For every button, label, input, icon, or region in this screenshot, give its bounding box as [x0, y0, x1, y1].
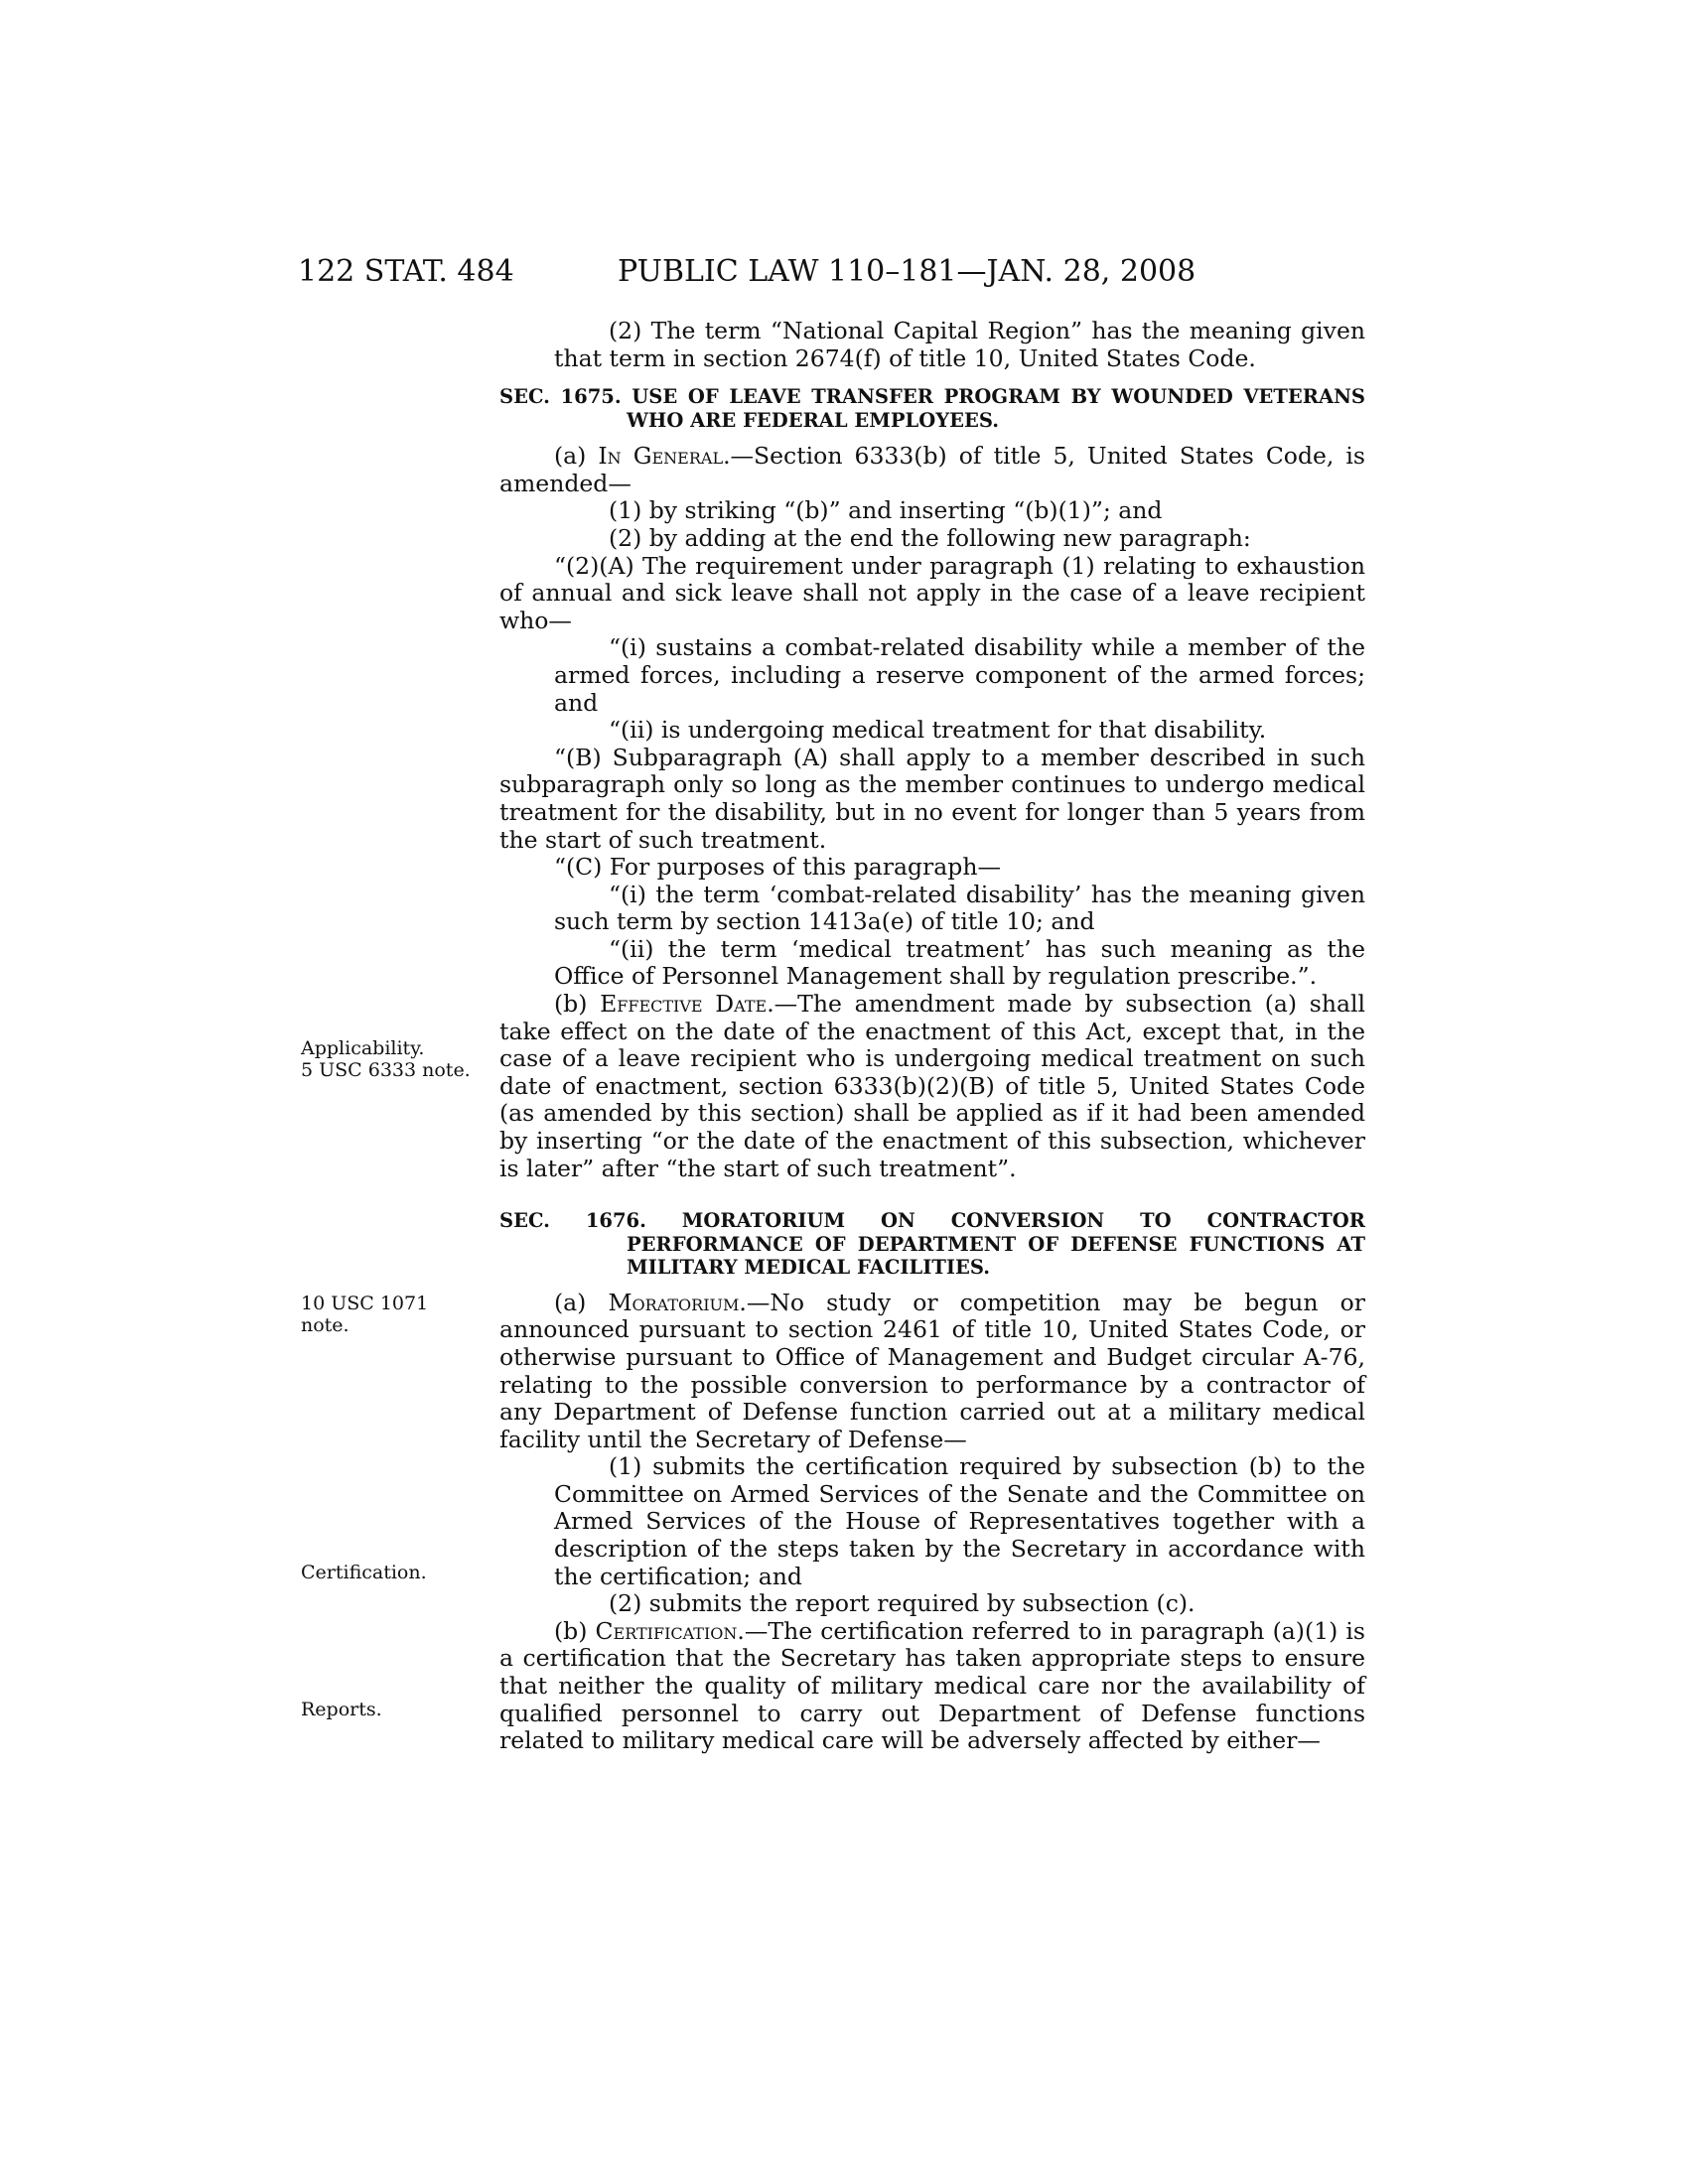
- quoted-clause-C-ii: “(ii) the term ‘medical treatment’ has such meaning as the Office of Personnel Management shall by regulation prescribe.”.: [554, 934, 1365, 991]
- quoted-paragraph-2A: “(2)(A) The requirement under paragraph (1) relating to exhaustion of annual and sick leave shall not apply in the case of a leave recipient who—: [499, 551, 1365, 634]
- section-1675-heading: SEC. 1675. USE OF LEAVE TRANSFER PROGRAM BY WOUNDED VETERANS WHO ARE FEDERAL EMPLOYEES.: [499, 385, 1365, 432]
- sec1676-paragraph-a2: (2) submits the report required by subsection (c).: [609, 1589, 1196, 1618]
- page-title: PUBLIC LAW 110–181—JAN. 28, 2008: [618, 254, 1196, 289]
- subsection-text: .—Section 6333(b) of title 5, United States Code, is amended—: [499, 442, 1365, 497]
- subsection-heading: Effective Date: [600, 990, 768, 1019]
- quoted-subparagraph-B: “(B) Subparagraph (A) shall apply to a member described in such subparagraph only so long as the member continues to undergo medical treatment for the disability, but in no event for longer than 5 years from the start of such treatment.: [499, 743, 1365, 854]
- margin-note-line: 5 USC 6333 note.: [301, 1059, 471, 1081]
- sec1675-paragraph-a1: (1) by striking “(b)” and inserting “(b)(1)”; and: [609, 496, 1163, 525]
- quoted-clause-2A-ii: “(ii) is undergoing medical treatment for that disability.: [609, 716, 1267, 745]
- margin-note-line: Applicability.: [301, 1037, 425, 1059]
- subsection-text: .—The amendment made by subsection (a) shall take effect on the date of the enactment of this Act, except that, in the case of a leave recipient who is undergoing medical treatment on such date of enactment, section 6333(b)(2)(B) of title 5, United States Code (as amended by this section) shall be applied as if it had been amended by inserting “or the date of the enactment of this subsection, whichever is later” after “the start of such treatment”.: [499, 990, 1365, 1182]
- subsection-text: .—No study or competition may be begun or announced pursuant to section 2461 of title 10, United States Code, or otherwise pursuant to Office of Management and Budget circular A-76, relating to the possible conversion to performance by a contractor of any Department of Defense function carried out at a military medical facility until the Secretary of Defense—: [499, 1288, 1365, 1453]
- sec1676-subsection-b: (b) Certification.—The certification referred to in paragraph (a)(1) is a certification that the Secretary has taken appropriate steps to ensure that neither the quality of military medical care nor the availability of qualified personnel to carry out Department of Defense functions related to military medical care will be adversely affected by either—: [499, 1616, 1365, 1755]
- margin-note-usc-1071: [301, 1293, 490, 1336]
- margin-note-line: note.: [301, 1314, 350, 1336]
- sec1676-paragraph-a1: (1) submits the certification required by subsection (b) to the Committee on Armed Services of the Senate and the Committee on Armed Services of the House of Representatives together with a description of the steps taken by the Secretary in accordance with the certification; and: [554, 1452, 1365, 1590]
- stat-reference: 122 STAT. 484: [298, 254, 514, 289]
- sec1675-subsection-b: (b) Effective Date.—The amendment made by subsection (a) shall take effect on the date of the enactment of this Act, except that, in the case of a leave recipient who is undergoing medical treatment on such date of enactment, section 6333(b)(2)(B) of title 5, United States Code (as amended by this section) shall be applied as if it had been amended by inserting “or the date of the enactment of this subsection, whichever is later” after “the start of such treatment”.: [499, 990, 1365, 1182]
- subsection-heading: Moratorium: [608, 1288, 740, 1316]
- sec1675-paragraph-a2: (2) by adding at the end the following new paragraph:: [609, 523, 1251, 552]
- sec1676-subsection-a: (a) Moratorium.—No study or competition may be begun or announced pursuant to section 2461 of title 10, United States Code, or otherwise pursuant to Office of Management and Budget circular A-76, relating to the possible conversion to performance by a contractor of any Department of Defense function carried out at a military medical facility until the Secretary of Defense—: [499, 1288, 1365, 1453]
- margin-note-reports: Reports.: [301, 1699, 382, 1720]
- document-body: [499, 318, 1365, 1755]
- margin-note-line: 10 USC 1071: [301, 1293, 429, 1314]
- quoted-clause-2A-i: “(i) sustains a combat-related disability while a member of the armed forces, including a reserve component of the armed forces; and: [554, 633, 1365, 717]
- paragraph-ncr-definition: (2) The term “National Capital Region” has the meaning given that term in section 2674(f) of title 10, United States Code.: [554, 317, 1365, 372]
- subsection-heading: In General: [598, 442, 724, 471]
- subsection-text: .—The certification referred to in paragraph (a)(1) is a certification that the Secretary has taken appropriate steps to ensure that neither the quality of military medical care nor the availability of qualified personnel to carry out Department of Defense functions related to military medical care will be adversely affected by either—: [499, 1616, 1365, 1755]
- quoted-clause-C-i: “(i) the term ‘combat-related disability’ has the meaning given such term by section 1413a(e) of title 10; and: [554, 880, 1365, 936]
- margin-note-applicability: [301, 1037, 490, 1081]
- subsection-heading: Certification: [595, 1616, 738, 1645]
- quoted-subparagraph-C: “(C) For purposes of this paragraph—: [554, 853, 1001, 882]
- section-1676-heading: SEC. 1676. MORATORIUM ON CONVERSION TO CONTRACTOR PERFORMANCE OF DEPARTMENT OF DEFENSE FUNCTIONS AT MILITARY MEDICAL FACILITIES.: [499, 1209, 1365, 1280]
- sec1675-subsection-a: (a) In General.—Section 6333(b) of title 5, United States Code, is amended—: [499, 442, 1365, 497]
- margin-note-certification: Certification.: [301, 1562, 427, 1583]
